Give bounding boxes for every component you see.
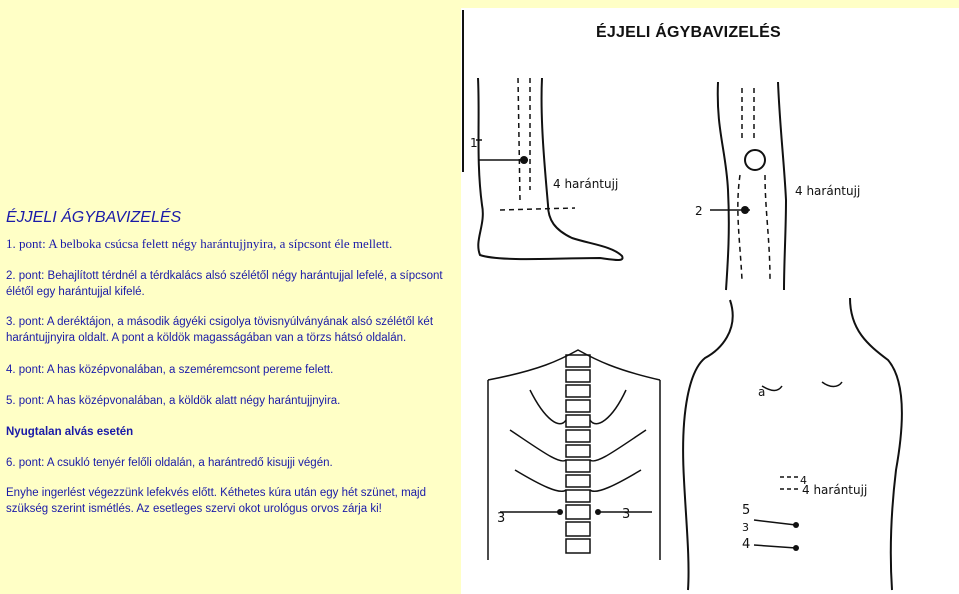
ankle-figure (463, 10, 623, 260)
label-abd-point5: 5 (742, 503, 751, 518)
diagram-title: ÉJJELI ÁGYBAVIZELÉS (596, 24, 781, 41)
spine-figure (488, 350, 660, 560)
label-point-2: 2 (695, 204, 703, 218)
point-3-right-marker (595, 509, 601, 515)
paragraph-point-3: 3. pont: A deréktájon, a második ágyéki csigolya tövisnyúlványának alsó szélétől két harántujjnyira oldalt. A pont a köldök magasságában van a törzs hátsó oldalán. (6, 316, 434, 344)
point-1-marker (520, 156, 528, 164)
paragraph-point-6: 6. pont: A csukló tenyér felőli oldalán, a harántredő kisujji végén. (6, 457, 333, 469)
label-abd-point3-left: 3 (742, 521, 749, 534)
knee-figure (710, 82, 786, 290)
paragraph-point-2: 2. pont: Behajlított térdnél a térdkalács alsó szélétől négy harántujjal lefelé, a sípcsont élétől egy harántujjal kifelé. (6, 270, 443, 298)
label-ankle-distance: 4 harántujj (553, 177, 619, 191)
subheading-restless-sleep: Nyugtalan alvás esetén (6, 426, 134, 438)
point-2-marker (741, 206, 749, 214)
label-abd-point4: 4 (800, 474, 807, 487)
label-chest-a: a (758, 385, 766, 399)
paragraph-point-4: 4. pont: A has középvonalában, a szeméremcsont pereme felett. (6, 364, 334, 376)
text-pane (0, 0, 461, 594)
paragraph-point-5: 5. pont: A has középvonalában, a köldök alatt négy harántujjnyira. (6, 395, 341, 407)
point-5-marker (793, 522, 799, 528)
point-4-marker (793, 545, 799, 551)
acupressure-diagram (461, 8, 959, 594)
label-abd-point4-low: 4 (742, 537, 751, 552)
label-point-1: 1 (470, 136, 478, 150)
paragraph-point-1: 1. pont: A belboka csúcsa felett négy harántujjnyira, a sípcsont éle mellett. (6, 236, 393, 251)
paragraph-instructions: Enyhe ingerlést végezzünk lefekvés előtt. Kéthetes kúra után egy hét szünet, majd szükség szerint ismétlés. Az esetleges szervi okot urológus orvos zárja ki! (6, 487, 426, 515)
label-back-left: 3 (497, 511, 506, 526)
label-knee-distance: 4 harántujj (795, 184, 861, 198)
label-back-right: 3 (622, 507, 631, 522)
label-abd-distance: 4 harántujj (802, 483, 868, 497)
point-3-left-marker (557, 509, 563, 515)
document-title: ÉJJELI ÁGYBAVIZELÉS (6, 209, 182, 226)
torso-figure (683, 298, 902, 590)
